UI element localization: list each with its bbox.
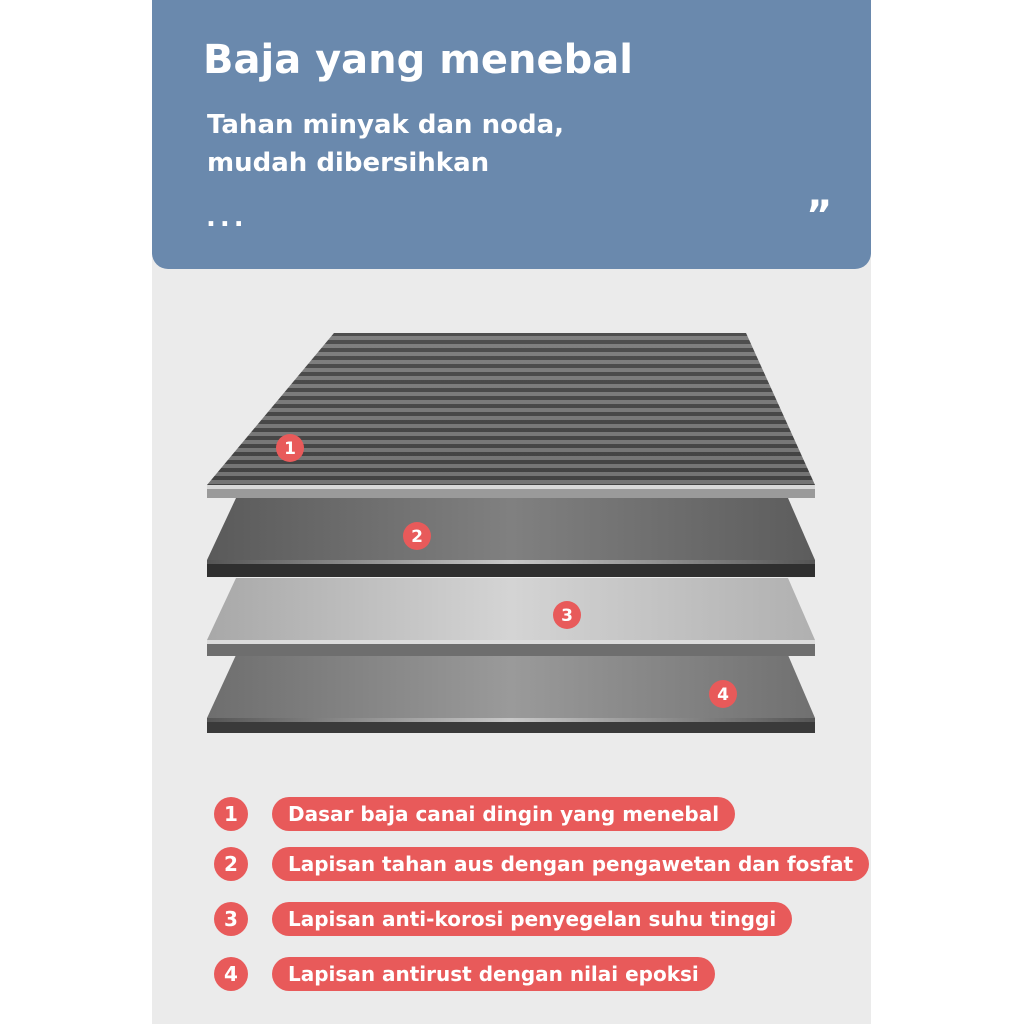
plate-layer-2 (207, 498, 815, 577)
plate-layer-3 (207, 578, 815, 656)
legend-label-1: Dasar baja canai dingin yang menebal (272, 797, 735, 831)
plate-layer-1 (207, 333, 815, 498)
legend-badge-1: 1 (214, 797, 248, 831)
page-title: Baja yang menebal (203, 37, 633, 83)
legend-badge-4: 4 (214, 957, 248, 991)
marker-1 (276, 434, 304, 462)
marker-3 (553, 601, 581, 629)
marker-4-label: 4 (717, 685, 729, 705)
marker-2 (403, 522, 431, 550)
marker-2-label: 2 (411, 527, 423, 547)
legend-label-3: Lapisan anti-korosi penyegelan suhu tinggi (272, 902, 792, 936)
legend-badge-2: 2 (214, 847, 248, 881)
marker-3-label: 3 (561, 606, 573, 626)
subtitle-line-1: Tahan minyak dan noda, (207, 110, 565, 140)
subtitle-line-2: mudah dibersihkan (207, 148, 490, 178)
marker-4 (709, 680, 737, 708)
legend-badge-3: 3 (214, 902, 248, 936)
legend-label-2: Lapisan tahan aus dengan pengawetan dan fosfat (272, 847, 869, 881)
legend-label-4: Lapisan antirust dengan nilai epoksi (272, 957, 715, 991)
ellipsis-dots: ... (206, 203, 248, 233)
marker-1-label: 1 (284, 439, 296, 459)
quote-mark-icon: ” (806, 193, 833, 239)
